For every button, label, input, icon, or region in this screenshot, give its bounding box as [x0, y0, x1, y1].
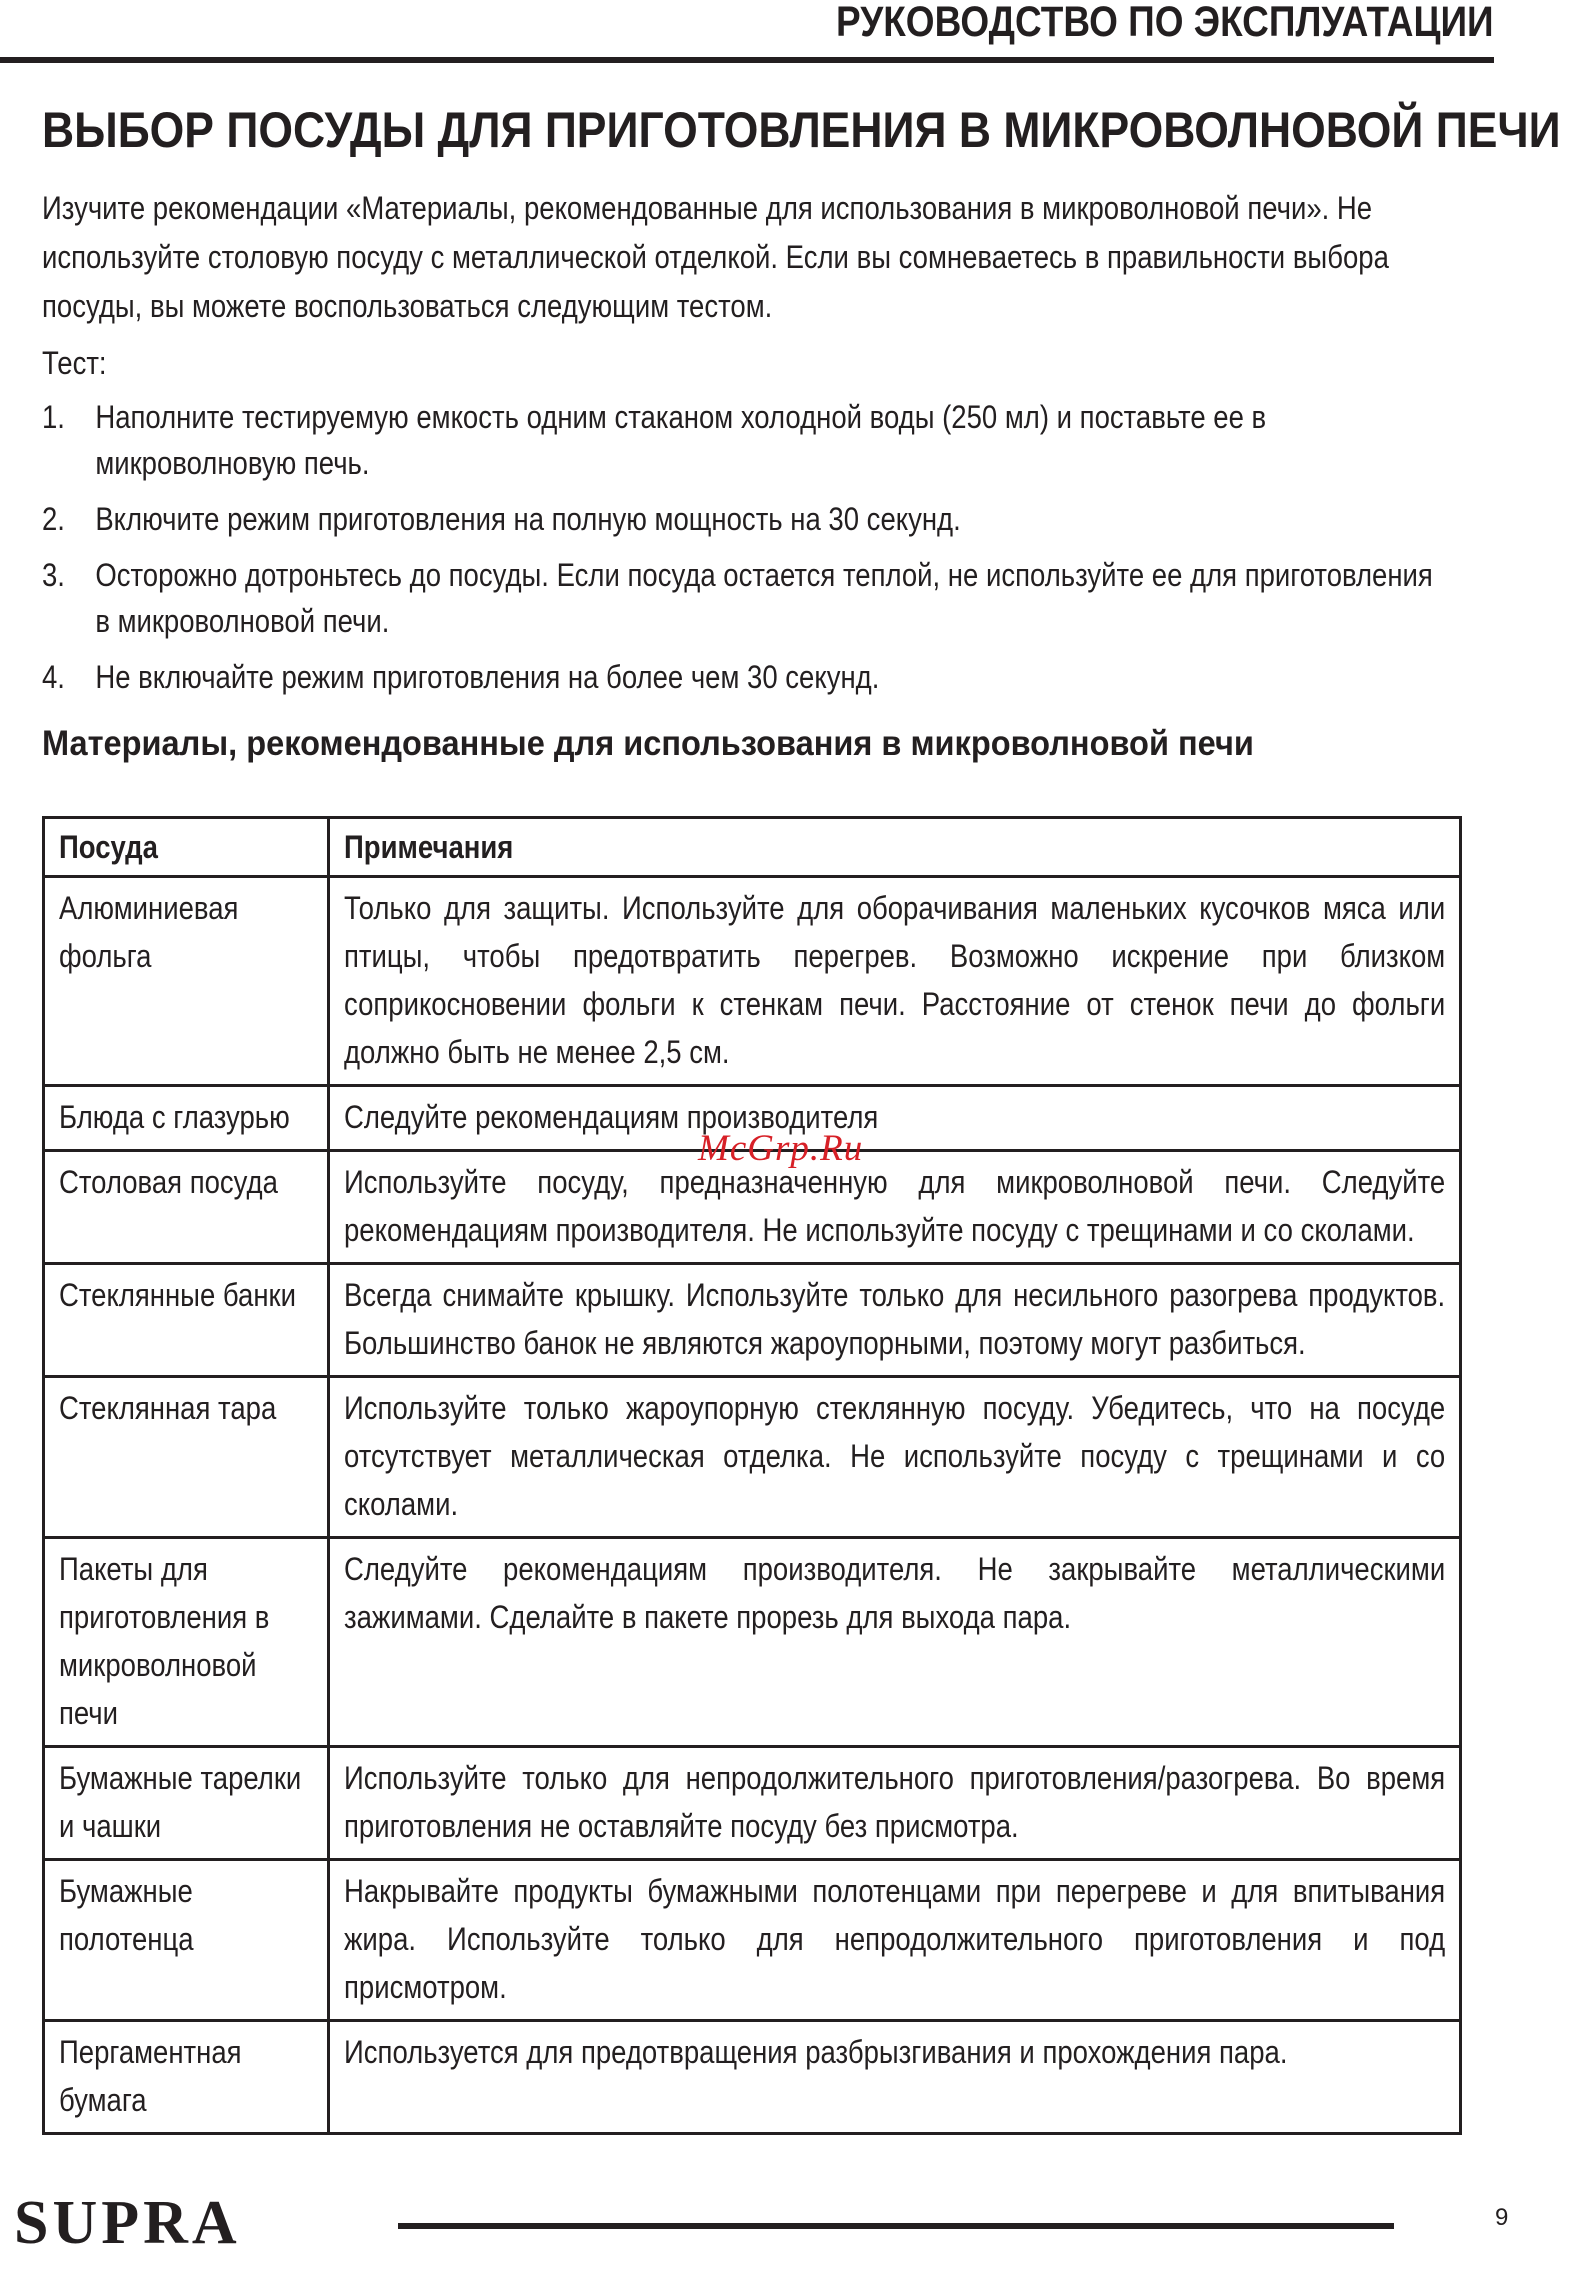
test-steps-list [42, 394, 1442, 700]
table-header-row [44, 818, 1461, 877]
cell-item: Пакеты для приготовления в микроволновой печи [44, 1538, 329, 1747]
section-heading: Материалы, рекомендованные для использования в микроволновой печи [42, 724, 1254, 763]
page-title: ВЫБОР ПОСУДЫ ДЛЯ ПРИГОТОВЛЕНИЯ В МИКРОВОЛНОВОЙ ПЕЧИ [42, 102, 1561, 158]
list-item [42, 552, 1442, 644]
cell-item: Стеклянные банки [44, 1264, 329, 1377]
cell-item: Бумажные полотенца [44, 1860, 329, 2021]
cell-item: Бумажные тарелки и чашки [44, 1747, 329, 1860]
step-text: Наполните тестируемую емкость одним стаканом холодной воды (250 мл) и поставьте ее в микроволновую печь. [95, 399, 1267, 481]
supra-logo: SUPRA [14, 2189, 241, 2257]
step-number: 2. [42, 501, 65, 537]
table-row [44, 1538, 1461, 1747]
header-rule [0, 57, 1494, 63]
cell-item: Пергаментная бумага [44, 2021, 329, 2134]
step-text: Не включайте режим приготовления на более чем 30 секунд. [95, 659, 880, 695]
header-title: РУКОВОДСТВО ПО ЭКСПЛУАТАЦИИ [836, 0, 1494, 46]
table-row [44, 1860, 1461, 2021]
cell-item: Столовая посуда [44, 1151, 329, 1264]
table-row [44, 1377, 1461, 1538]
test-label: Тест: [42, 345, 107, 381]
step-number: 1. [42, 399, 65, 435]
cell-note: Используйте только для непродолжительного приготовления/разогрева. Во время приготовления не оставляйте посуду без присмотра. [329, 1747, 1461, 1860]
step-text: Осторожно дотроньтесь до посуды. Если посуда остается теплой, не используйте ее для приготовления в микроволновой печи. [95, 557, 1433, 639]
intro-paragraph: Изучите рекомендации «Материалы, рекомендованные для использования в микроволновой печи». Не используйте столовую посуду с металлической отделкой. Если вы сомневаетесь в правильности выбора посуды, вы можете воспользоваться следующим тестом. [42, 190, 1389, 324]
table-row [44, 877, 1461, 1086]
list-item [42, 654, 1442, 700]
list-item [42, 496, 1442, 542]
cell-note: Используйте только жароупорную стеклянную посуду. Убедитесь, что на посуде отсутствует металлическая отделка. Не используйте посуду с трещинами и со сколами. [329, 1377, 1461, 1538]
cell-note: Используйте посуду, предназначенную для микроволновой печи. Следуйте рекомендациям производителя. Не используйте посуду с трещинами и со сколами. [329, 1151, 1461, 1264]
watermark: McGrp.Ru [698, 1128, 864, 1169]
cell-note: Следуйте рекомендациям производителя [329, 1086, 1461, 1151]
table-row [44, 1264, 1461, 1377]
table-row [44, 2021, 1461, 2134]
page-number: 9 [1495, 2204, 1509, 2231]
step-text: Включите режим приготовления на полную мощность на 30 секунд. [95, 501, 961, 537]
intro-section [42, 184, 1442, 710]
cell-item: Блюда с глазурью [44, 1086, 329, 1151]
cell-note: Только для защиты. Используйте для оборачивания маленьких кусочков мяса или птицы, чтобы предотвратить перегрев. Возможно искрение при близком соприкосновении фольги к стенкам печи. Расстояние от стенок печи до фольги должно быть не менее 2,5 см. [329, 877, 1461, 1086]
cell-note: Следуйте рекомендациям производителя. Не закрывайте металлическими зажимами. Сделайте в пакете прорезь для выхода пара. [329, 1538, 1461, 1747]
cell-note: Накрывайте продукты бумажными полотенцами при перегреве и для впитывания жира. Используйте только для непродолжительного приготовления и под присмотром. [329, 1860, 1461, 2021]
step-number: 3. [42, 557, 65, 593]
column-header-notes: Примечания [329, 818, 1461, 877]
cell-note: Всегда снимайте крышку. Используйте только для несильного разогрева продуктов. Большинство банок не являются жароупорными, поэтому могут разбиться. [329, 1264, 1461, 1377]
cell-item: Стеклянная тара [44, 1377, 329, 1538]
list-item [42, 394, 1442, 486]
step-number: 4. [42, 659, 65, 695]
cell-note: Используется для предотвращения разбрызгивания и прохождения пара. [329, 2021, 1461, 2134]
table-row [44, 1747, 1461, 1860]
cell-item: Алюминиевая фольга [44, 877, 329, 1086]
materials-table [42, 816, 1462, 2135]
footer-rule [398, 2223, 1394, 2229]
column-header-item: Посуда [44, 818, 329, 877]
